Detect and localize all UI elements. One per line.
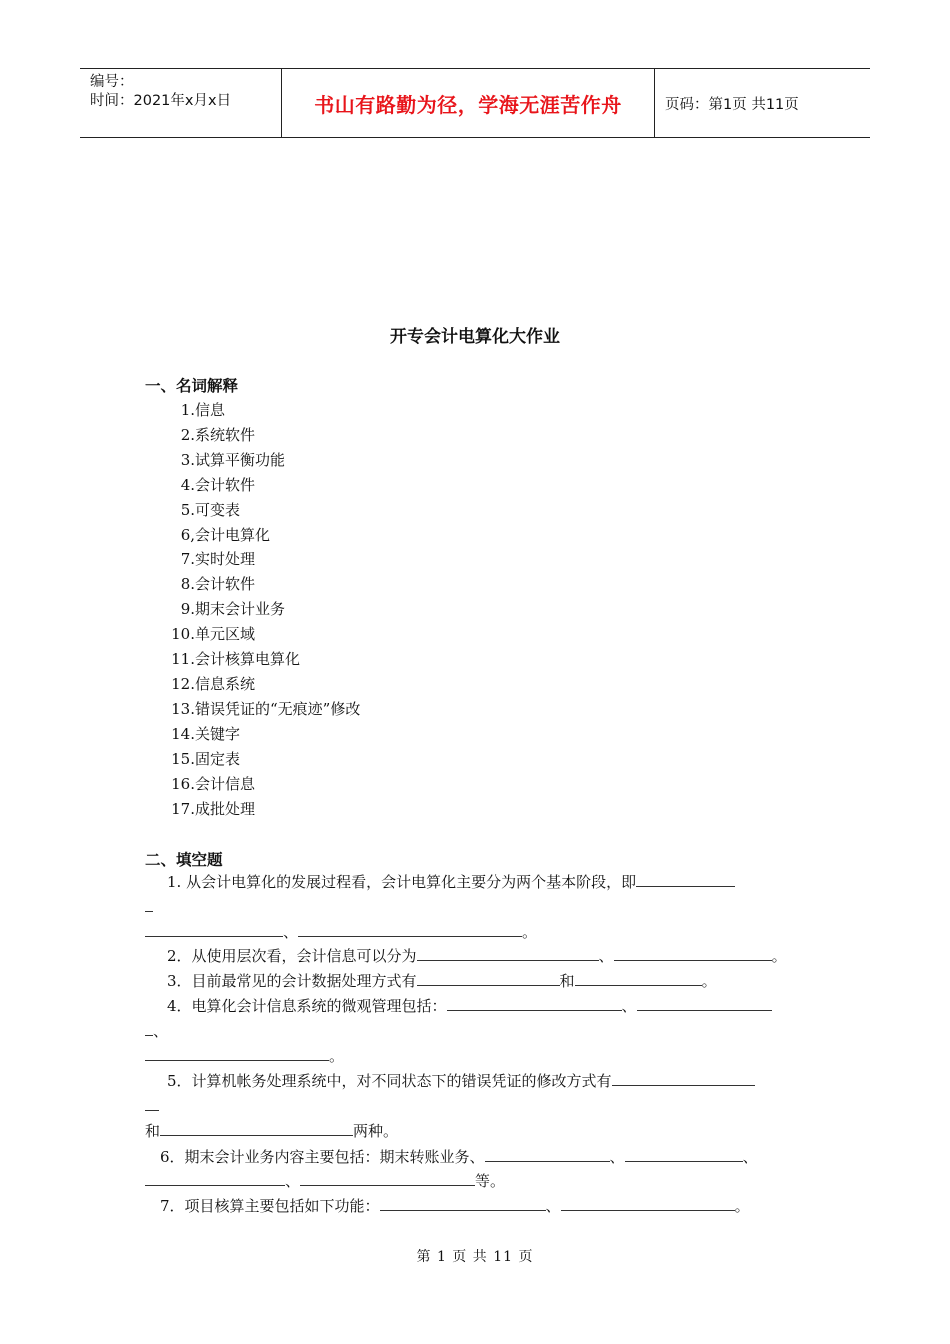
question-5: 5．计算机帐务处理系统中，对不同状态下的错误凭证的修改方式有 <box>167 1070 755 1092</box>
term-number: 2. <box>180 425 195 444</box>
term-number: 15. <box>171 749 195 768</box>
term-item <box>158 572 360 597</box>
term-item <box>158 722 360 747</box>
section-heading-fill: 二、填空题 <box>145 851 223 869</box>
answer-blank[interactable] <box>145 1096 159 1111</box>
term-number: 8. <box>180 575 195 594</box>
question-4: 4．电算化会计信息系统的微观管理包括： 、 <box>167 995 772 1017</box>
term-text: 错误凭证的“无痕迹”修改 <box>195 699 361 718</box>
header-page-info: 页码：第1页 共11页 <box>665 96 799 113</box>
page-footer: 第 1 页 共 11 页 <box>416 1249 534 1265</box>
header-meta <box>80 69 282 137</box>
question-5-wrap <box>145 1095 159 1117</box>
term-item <box>158 448 360 473</box>
term-item <box>158 672 360 697</box>
term-text: 关键字 <box>195 724 241 743</box>
term-text: 会计电算化 <box>195 525 271 544</box>
question-4-wrap: 、 <box>145 1020 168 1042</box>
term-item <box>158 747 360 772</box>
answer-blank[interactable] <box>417 971 560 986</box>
answer-blank[interactable] <box>145 922 283 937</box>
term-number: 14. <box>171 724 195 743</box>
answer-blank[interactable] <box>145 897 153 912</box>
term-number: 12. <box>171 674 195 693</box>
term-item <box>158 797 360 822</box>
answer-blank[interactable] <box>575 971 702 986</box>
question-6: 6．期末会计业务内容主要包括：期末转账业务、 、 、 <box>160 1148 758 1166</box>
question-1: 1. 从会计电算化的发展过程看，会计电算化主要分为两个基本阶段，即 <box>167 871 735 893</box>
term-text: 会计信息 <box>195 774 256 793</box>
answer-blank[interactable] <box>380 1196 546 1211</box>
question-5-cont: 和 两种。 <box>145 1122 399 1140</box>
term-number: 17. <box>171 799 195 818</box>
answer-blank[interactable] <box>298 922 522 937</box>
answer-blank[interactable] <box>636 872 735 887</box>
term-text: 会计软件 <box>195 475 256 494</box>
answer-blank[interactable] <box>447 996 622 1011</box>
question-1-cont: 、 。 <box>145 921 537 943</box>
term-text: 系统软件 <box>195 425 256 444</box>
term-number: 10. <box>171 625 195 644</box>
term-item <box>158 597 360 622</box>
answer-blank[interactable] <box>145 1021 153 1036</box>
term-number: 6, <box>180 525 195 544</box>
term-item <box>158 772 360 797</box>
term-item <box>158 523 360 548</box>
question-4-cont: 。 <box>145 1045 344 1067</box>
question-7: 7．项目核算主要包括如下功能： 、 。 <box>160 1197 750 1215</box>
term-text: 试算平衡功能 <box>195 450 286 469</box>
term-list <box>158 398 360 821</box>
question-3: 3．目前最常见的会计数据处理方式有 和 。 <box>167 972 717 990</box>
term-text: 实时处理 <box>195 550 256 569</box>
number-label: 编号： <box>90 74 134 90</box>
term-text: 可变表 <box>195 500 241 519</box>
answer-blank[interactable] <box>625 1147 743 1162</box>
term-number: 7. <box>180 550 195 569</box>
term-number: 4. <box>180 475 195 494</box>
term-number: 13. <box>171 699 195 718</box>
term-item <box>158 473 360 498</box>
term-number: 16. <box>171 774 195 793</box>
answer-blank[interactable] <box>145 1046 329 1061</box>
answer-blank[interactable] <box>417 946 599 961</box>
answer-blank[interactable] <box>561 1196 735 1211</box>
question-2: 2．从使用层次看，会计信息可以分为 、 。 <box>167 947 787 965</box>
term-text: 固定表 <box>195 749 241 768</box>
section-heading-terms: 一、名词解释 <box>145 377 239 395</box>
term-text: 信息 <box>195 401 226 419</box>
term-item <box>158 498 360 523</box>
answer-blank[interactable] <box>637 996 772 1011</box>
term-text: 会计软件 <box>195 575 256 594</box>
term-number: 3. <box>180 450 195 469</box>
term-text: 信息系统 <box>195 674 256 693</box>
term-number: 11. <box>171 650 195 669</box>
time-label: 时间：2021年x月x日 <box>90 93 232 109</box>
answer-blank[interactable] <box>614 946 772 961</box>
question-1-wrap <box>145 896 153 918</box>
term-item <box>158 622 360 647</box>
answer-blank[interactable] <box>485 1147 610 1162</box>
answer-blank[interactable] <box>612 1071 755 1086</box>
term-number: 1. <box>180 401 195 419</box>
answer-blank[interactable] <box>145 1171 285 1186</box>
term-item <box>158 423 360 448</box>
term-text: 成批处理 <box>195 799 256 818</box>
question-6-cont: 、 等。 <box>145 1170 505 1192</box>
page-header <box>80 68 870 138</box>
term-item <box>158 547 360 572</box>
term-item <box>158 647 360 672</box>
term-item <box>158 398 360 423</box>
term-item <box>158 697 360 722</box>
header-motto: 书山有路勤为径，学海无涯苦作舟 <box>282 69 655 137</box>
term-number: 5. <box>180 500 195 519</box>
term-text: 期末会计业务 <box>195 600 286 619</box>
answer-blank[interactable] <box>300 1171 475 1186</box>
document-title: 开专会计电算化大作业 <box>390 327 560 347</box>
term-text: 单元区域 <box>195 625 256 644</box>
term-number: 9. <box>180 600 195 619</box>
term-text: 会计核算电算化 <box>195 650 301 669</box>
answer-blank[interactable] <box>160 1121 353 1136</box>
